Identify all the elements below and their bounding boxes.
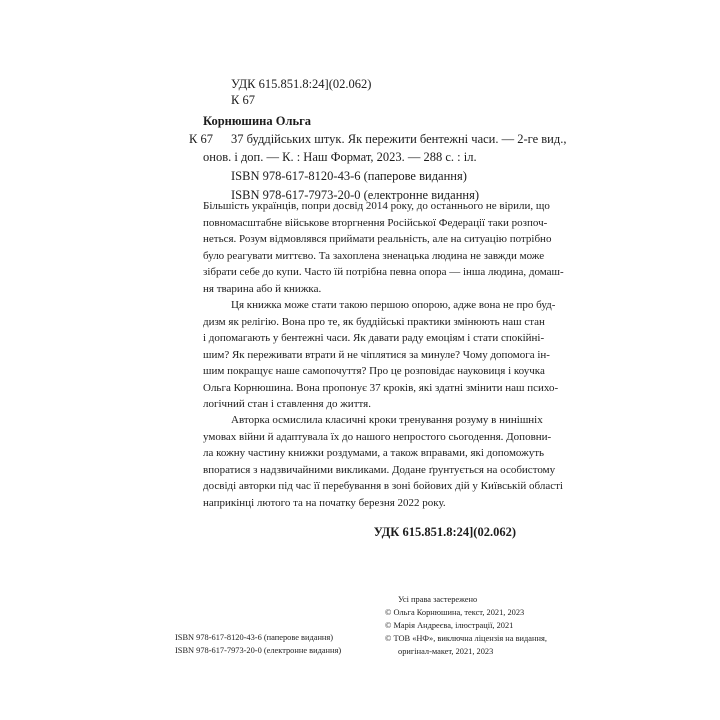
copyright-line: © Марія Андреєва, ілюстрації, 2021 <box>385 621 514 630</box>
annotation-paragraph-1 <box>203 198 564 297</box>
text-line: умовах війни й адаптувала їх до нашого непростого сьогодення. Доповни- <box>203 430 552 443</box>
footer-isbn-print: ISBN 978-617-8120-43-6 (паперове видання) <box>175 633 334 642</box>
text-line: досвіді авторки під час її перебування в зоні бойових дій у Київській області <box>203 480 563 492</box>
text-line: Більшість українців, попри досвід 2014 року, до останнього не вірили, що <box>203 200 550 212</box>
book-title-line: 37 буддійських штук. Як пережити бентежні часи. — 2-ге вид., <box>231 132 567 146</box>
copyright-line: © Ольга Корнюшина, текст, 2021, 2023 <box>385 608 525 617</box>
catalog-index-top: К 67 <box>231 93 255 107</box>
text-line: впоратися з надзвичайними викликами. Додане ґрунтується на особистому <box>203 463 556 476</box>
text-line: неться. Розум відмовлявся приймати реальність, але на ситуацію потрібно <box>203 233 552 245</box>
author-name: Корнюшина Ольга <box>203 114 312 128</box>
text-line: шим покращує наше самопочуття? Про це розповідає науковиця і коучка <box>203 365 545 377</box>
udc-code-bottom: УДК 615.851.8:24](02.062) <box>373 525 516 539</box>
udc-code-top: УДК 615.851.8:24](02.062) <box>231 77 372 91</box>
copyright-line: © ТОВ «НФ», виключна ліцензія на видання, <box>385 634 547 643</box>
book-title-line: онов. і доп. — К. : Наш Формат, 2023. — 288 с. : іл. <box>203 150 477 164</box>
text-line: і допомагають у бентежні часи. Як давати раду емоціям і стати спокійні- <box>203 332 545 344</box>
text-line: дизм як релігію. Вона про те, як буддійські практики змінюють наш стан <box>203 315 545 328</box>
text-line: повномасштабне військове вторгнення Російської Федерації таки розпоч- <box>203 216 548 229</box>
text-line: шим? Як переживати втрати й не чіплятися за минуле? Чому допомога ін- <box>203 348 550 361</box>
isbn-print: ISBN 978-617-8120-43-6 (паперове видання) <box>231 169 467 183</box>
text-line: ла кожну частину книжки роздумами, а також вправами, які допоможуть <box>203 447 545 459</box>
copyright-line-continued: оригінал-макет, 2021, 2023 <box>398 647 494 656</box>
annotation-paragraph-2 <box>203 297 559 413</box>
isbn-electronic: ISBN 978-617-7973-20-0 (електронне видання) <box>231 188 479 202</box>
text-line: Ця книжка може стати такою першою опорою, адже вона не про буд- <box>231 299 556 311</box>
footer-isbn-electronic: ISBN 978-617-7973-20-0 (електронне видання) <box>175 646 342 655</box>
annotation-paragraph-3 <box>203 412 563 511</box>
rights-reserved: Усі права застережено <box>398 595 478 604</box>
text-line: логічний стан і ставлення до життя. <box>203 398 371 410</box>
text-line: було реагувати миттєво. Та захоплена зненацька людина не завжди може <box>203 249 545 262</box>
text-line: Ольга Корнюшина. Вона пропонує 37 кроків, які здатні змінити наш психо- <box>203 381 559 394</box>
text-line: ня тварина або й книжка. <box>203 282 322 295</box>
text-line: зібрати себе до купи. Часто їй потрібна певна опора — інша людина, домаш- <box>203 266 564 278</box>
text-line: наприкінці лютого та на початку березня 2022 року. <box>203 496 446 509</box>
catalog-index: К 67 <box>189 132 213 146</box>
text-line: Авторка осмислила класичні кроки тренування розуму в нинішніх <box>231 414 543 426</box>
